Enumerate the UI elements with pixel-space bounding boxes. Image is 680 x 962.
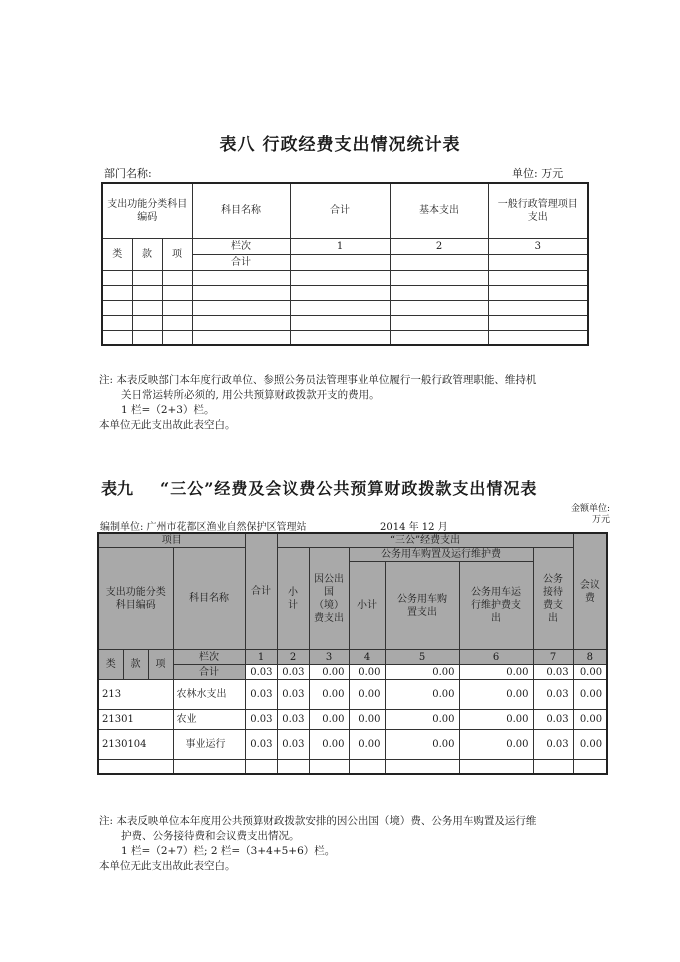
date-label: 2014 年 12 月: [380, 522, 448, 533]
table-row: [102, 270, 588, 285]
total-value: 0.03: [245, 665, 277, 680]
row-name: 农业: [173, 710, 245, 730]
row-value: 0.00: [573, 680, 607, 710]
header-subtotal: 小计: [277, 548, 309, 650]
header-func-code: 支出功能分类科目编码: [98, 548, 173, 650]
note-line: 护费、公务接待费和会议费支出情况。: [121, 830, 300, 842]
header-lei: 类: [98, 650, 123, 680]
header-meeting: 会议费: [573, 533, 607, 650]
col-1: 1: [290, 238, 390, 254]
header-general: 一般行政管理项目支出: [488, 183, 588, 238]
row-value: 0.03: [245, 730, 277, 760]
amount-unit-label: 金额单位: 万元: [570, 504, 610, 525]
header-subject-name: 科目名称: [192, 183, 290, 238]
col-number: 4: [349, 650, 385, 665]
total-cell: [290, 254, 390, 270]
row-value: 0.00: [385, 710, 459, 730]
header-kuan: 款: [123, 650, 148, 680]
header-total: 合计: [245, 533, 277, 650]
total-cell: [488, 254, 588, 270]
header-purchase: 公务用车购置支出: [385, 562, 459, 650]
row-code: 2130104: [98, 730, 173, 760]
header-item: 项目: [98, 533, 245, 548]
header-basic: 基本支出: [390, 183, 488, 238]
total-label: 合计: [173, 665, 245, 680]
table-row: [102, 300, 588, 315]
table8-title: 表八 行政经费支出情况统计表: [219, 135, 461, 155]
row-value: 0.00: [309, 710, 349, 730]
sangong-expense-table: [97, 532, 608, 775]
col-number: 3: [309, 650, 349, 665]
header-func-code: 支出功能分类科目编码: [102, 183, 192, 238]
table-row: [102, 330, 588, 345]
header-xiang: 项: [148, 650, 173, 680]
table-row: [102, 315, 588, 330]
total-value: 0.03: [277, 665, 309, 680]
header-reception: 公务接待费支出: [533, 548, 573, 650]
row-name: 农林水支出: [173, 680, 245, 710]
row-value: 0.00: [385, 730, 459, 760]
total-value: 0.03: [533, 665, 573, 680]
row-code: 213: [98, 680, 173, 710]
department-label: 部门名称:: [104, 167, 152, 180]
note-line: 本单位无此支出故此表空白。: [99, 860, 236, 872]
row-value: 0.00: [309, 680, 349, 710]
total-value: 0.00: [309, 665, 349, 680]
header-subject-name: 科目名称: [173, 548, 245, 650]
header-abroad: 因公出国（境）费支出: [309, 548, 349, 650]
table-row: [102, 285, 588, 300]
row-value: 0.03: [533, 680, 573, 710]
total-label: 合计: [192, 254, 290, 270]
col-number: 1: [245, 650, 277, 665]
header-vehicle: 公务用车购置及运行维护费: [349, 548, 533, 562]
row-value: 0.00: [309, 730, 349, 760]
row-value: 0.03: [245, 680, 277, 710]
table8-note: [99, 373, 599, 433]
col-number: 6: [459, 650, 533, 665]
note-line: 本单位无此支出故此表空白。: [99, 419, 236, 431]
row-value: 0.00: [573, 710, 607, 730]
col-number: 7: [533, 650, 573, 665]
row-value: 0.03: [533, 730, 573, 760]
admin-expense-table: [101, 182, 589, 346]
total-value: 0.00: [459, 665, 533, 680]
total-value: 0.00: [573, 665, 607, 680]
header-kuan: 款: [132, 238, 162, 270]
header-operation: 公务用车运行维护费支出: [459, 562, 533, 650]
col-number: 5: [385, 650, 459, 665]
row-code: 21301: [98, 710, 173, 730]
header-xiang: 项: [162, 238, 192, 270]
header-sangong: “三公”经费支出: [277, 533, 573, 548]
table-row: [98, 680, 607, 710]
total-value: 0.00: [349, 665, 385, 680]
row-value: 0.03: [245, 710, 277, 730]
row-value: 0.00: [385, 680, 459, 710]
note-line: 关日常运转所必须的, 用公共预算财政拨款开支的费用。: [121, 389, 380, 401]
row-value: 0.03: [277, 680, 309, 710]
col-3: 3: [488, 238, 588, 254]
total-cell: [390, 254, 488, 270]
row-value: 0.00: [349, 730, 385, 760]
col-number: 2: [277, 650, 309, 665]
row-value: 0.03: [277, 730, 309, 760]
table-row: [98, 760, 607, 774]
col-label: 栏次: [173, 650, 245, 665]
note-line: 1 栏=（2+7）栏; 2 栏=（3+4+5+6）栏。: [121, 845, 336, 857]
row-value: 0.03: [277, 710, 309, 730]
row-value: 0.00: [459, 730, 533, 760]
row-value: 0.03: [533, 710, 573, 730]
row-name: 事业运行: [173, 730, 245, 760]
note-line: 注: 本表反映单位本年度用公共预算财政拨款安排的因公出国（境）费、公务用车购置及运行维: [99, 815, 537, 827]
table9-note: [99, 814, 609, 874]
row-value: 0.00: [349, 680, 385, 710]
table-row: [98, 730, 607, 760]
table-row: [98, 710, 607, 730]
row-value: 0.00: [573, 730, 607, 760]
col-number: 8: [573, 650, 607, 665]
total-value: 0.00: [385, 665, 459, 680]
col-label: 栏次: [192, 238, 290, 254]
col-2: 2: [390, 238, 488, 254]
header-subtotal2: 小计: [349, 562, 385, 650]
unit-label: 单位: 万元: [512, 167, 564, 180]
header-lei: 类: [102, 238, 132, 270]
row-value: 0.00: [459, 680, 533, 710]
header-total: 合计: [290, 183, 390, 238]
table9-title: “三公”经费及会议费公共预算财政拨款支出情况表: [160, 479, 538, 498]
org-label: 编制单位: 广州市花都区渔业自然保护区管理站: [100, 522, 307, 533]
row-value: 0.00: [459, 710, 533, 730]
note-line: 1 栏=（2+3）栏。: [121, 404, 215, 416]
row-value: 0.00: [349, 710, 385, 730]
table9-prefix: 表九: [101, 479, 134, 498]
note-line: 注: 本表反映部门本年度行政单位、参照公务员法管理事业单位履行一般行政管理职能、维持机: [99, 374, 537, 386]
